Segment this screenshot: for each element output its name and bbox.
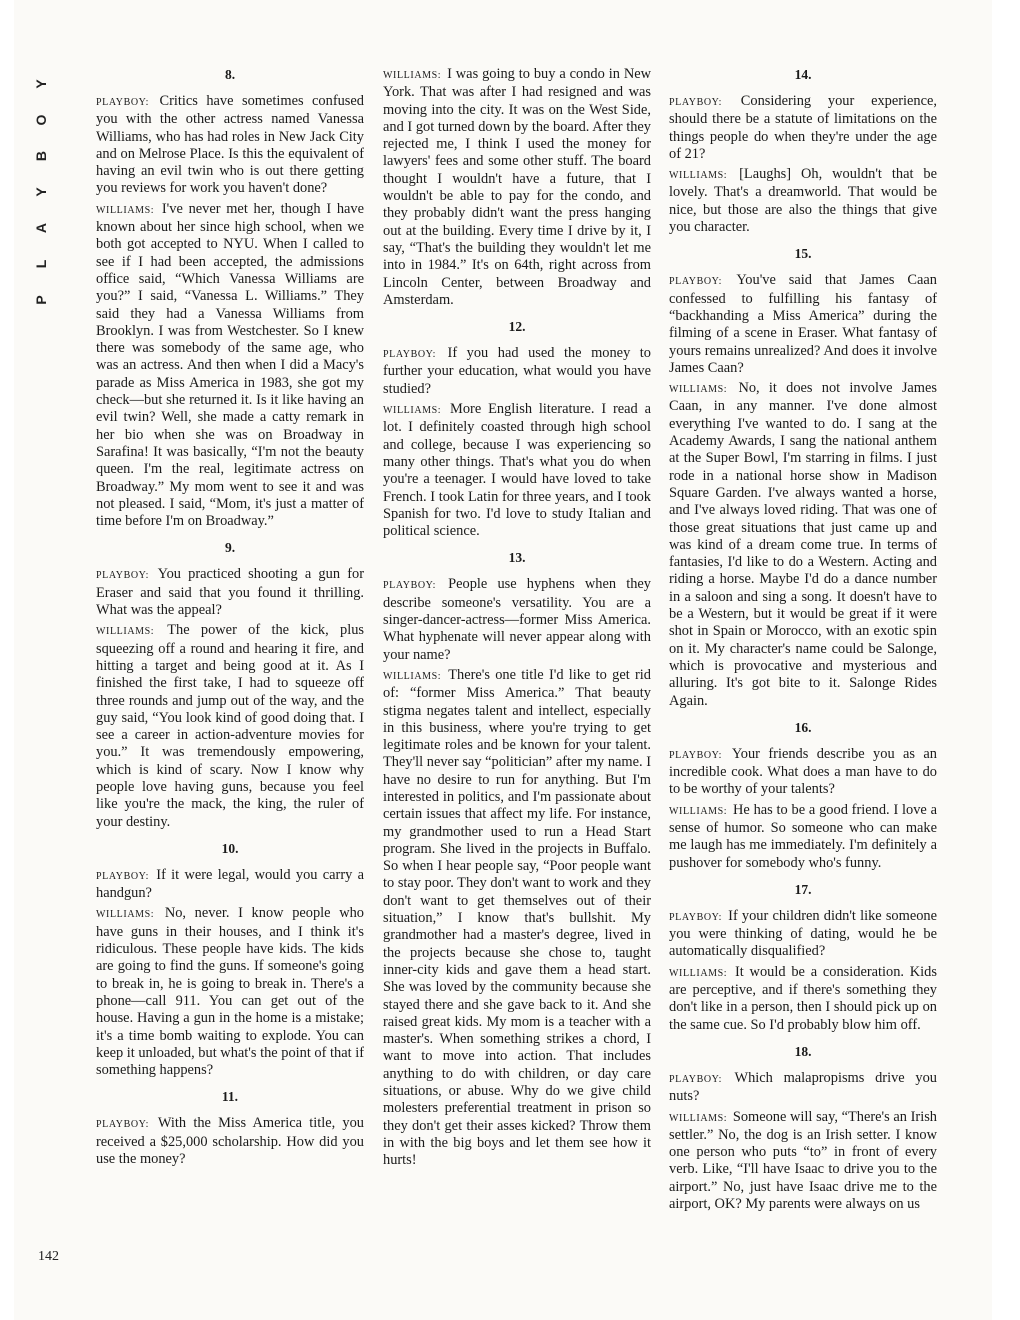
question-block xyxy=(96,539,364,830)
answer-paragraph xyxy=(669,380,937,710)
question-paragraph xyxy=(96,1115,364,1168)
paragraph-text: The power of the kick, plus squeezing off a round and hearing it fire, and hitting a target and being good at it. As I finished the first take, I had to squeeze off three rounds and jump out of the way, and the guy said, “You look kind of good doing that. I see a career in action-adventure movies for you.” It was tremendously empowering, which is kind of scary. Now I know why people love having guns, because you feel like you're the mack, the king, the ruler of your destiny. xyxy=(96,622,364,830)
paragraph-text: No, it does not involve James Caan, in any manner. I've done almost everything I've wanted to do. I sang at the Academy Awards, I sang the national anthem at the Super Bowl, I'm starring in films. I just rode in a national horse show in Madison Square Garden. I've always wanted a horse, and I've always loved riding. That was one of those great situations that just came up and was kind of a dream come true. In terms of fantasies, I'd like to do a Western. Acting and riding a horse. Maybe I'd do a dance number in a saloon and sing a song. It doesn't have to be a Western, but it would be great if it were shot in Spain or Morocco, with an exotic spin on it. My character's name could be Salonge, which is provocative and mysterious and alluring. It's got bite to it. Salonge Rides Again. xyxy=(669,380,937,709)
masthead-letter: P xyxy=(33,295,49,305)
speaker-label: PLAYBOY: xyxy=(383,580,436,592)
paragraph-text: If your children didn't like someone you were thinking of dating, would he be automatically disqualified? xyxy=(669,907,937,960)
page-number: 142 xyxy=(38,1249,59,1264)
question-paragraph xyxy=(383,576,651,663)
question-block xyxy=(669,719,937,872)
answer-paragraph xyxy=(96,622,364,831)
speaker-label: WILLIAMS: xyxy=(669,170,728,182)
question-block xyxy=(383,549,651,1169)
speaker-label: PLAYBOY: xyxy=(96,97,149,108)
paragraph-text: With the Miss America title, you received a $25,000 scholarship. How did you use the money? xyxy=(96,1115,364,1168)
question-block xyxy=(669,245,937,709)
answer-paragraph xyxy=(96,905,364,1079)
paragraph-text: He has to be a good friend. I love a sense of humor. So someone who can make me laugh has me immediately. I'm definitely a pushover for somebody who's funny. xyxy=(669,801,937,871)
paragraph-text: You practiced shooting a gun for Eraser and said that you found it thrilling. What was the appeal? xyxy=(96,566,364,619)
question-number: 8. xyxy=(224,67,236,82)
answer-paragraph xyxy=(383,667,651,1170)
speaker-label: PLAYBOY: xyxy=(669,97,722,108)
speaker-label: WILLIAMS: xyxy=(383,70,442,81)
question-number: 18. xyxy=(794,1043,812,1059)
question-block xyxy=(383,66,651,309)
question-number: 15. xyxy=(794,246,812,262)
speaker-label: WILLIAMS: xyxy=(669,967,728,979)
question-number: 13. xyxy=(508,550,526,566)
question-number: 10. xyxy=(221,840,239,856)
text-column-2 xyxy=(383,66,651,1276)
question-paragraph xyxy=(669,93,937,163)
question-number: 11. xyxy=(221,1089,239,1105)
masthead-letter: A xyxy=(33,222,49,234)
question-number: 9. xyxy=(224,540,236,556)
question-paragraph xyxy=(96,93,364,198)
masthead-letter: O xyxy=(33,114,49,126)
masthead-letter: B xyxy=(33,150,49,162)
paragraph-text: Your friends describe you as an incredible cook. What does a man have to do to be worthy of your talents? xyxy=(669,745,937,798)
speaker-label: PLAYBOY: xyxy=(96,1119,149,1131)
speaker-label: WILLIAMS: xyxy=(96,204,155,216)
answer-paragraph xyxy=(96,201,364,531)
question-block xyxy=(383,318,651,540)
paragraph-text: Critics have sometimes confused you with the other actress named Vanessa Williams, who has had roles in New Jack City and on Melrose Place. Is this the equivalent of having an evil twin who is out there getting you reviews for work you haven't done? xyxy=(96,93,364,197)
paragraph-text: There's one title I'd like to get rid of: “former Miss America.” That beauty stigma negates talent and intellect, especially in this business, where you're trying to get legitimate roles and be known for your talent. They'll never say “politician” after my name. I have no desire to run for anything. But I'm interested in politics, and I'm passionate about certain issues that affect my life. For instance, my grandmother used to run a Head Start program. She lived in the projects in Buffalo. So when I hear people say, “Poor people want to stay poor. They don't want to work and they don't want to get themselves out of their situation,” I know that's bullshit. My grandmother had a master's degree, lived in the projects because she chose to, taught inner-city kids and gave them a head start. She was loved by the community because she stayed there and she gave back to it. And she raised great kids. My mom is a teacher with a master's. When something strikes a chord, I want to move into action. That includes anything to do with children, or day care situations, or abuse. Why do we give child molesters preferential treatment in prison so they don't get their asses kicked? Throw them in with the big boys and let them see how it hurts! xyxy=(383,666,651,1169)
question-paragraph xyxy=(96,566,364,619)
speaker-label: WILLIAMS: xyxy=(669,805,728,817)
question-paragraph xyxy=(383,345,651,398)
paragraph-text: I was going to buy a condo in New York. That was after I had resigned and was moving into the city. It was on the West Side, and I got turned down by the board. After they rejected me, I think I used the money for lawyers' fees and some other stuff. The board thought I wouldn't have a future, that I wouldn't be able to pay for the condo, and they probably didn't want the press hanging out at the building. Every time I drive by it, I say, “That's the building they wouldn't let me into in 1984.” It's on 64th, right across from Lincoln Center, between Broadway and Amsterdam. xyxy=(383,66,651,308)
answer-paragraph xyxy=(383,66,651,309)
paragraph-text: People use hyphens when they describe someone's versatility. You are a singer-dancer-actress—former Miss America. What hyphenate will never appear along with your name? xyxy=(383,576,651,663)
text-column-3 xyxy=(669,66,937,1276)
question-block xyxy=(669,881,937,1034)
speaker-label: PLAYBOY: xyxy=(669,1073,722,1085)
answer-paragraph xyxy=(669,964,937,1034)
question-number: 17. xyxy=(794,881,812,897)
paragraph-text: Someone will say, “There's an Irish settler.” No, the dog is an Irish setter. I know one person who puts “to” in front of every verb. Like, “I'll have Isaac to drive you to the airport.” No, just have Isaac drive me to the airport, OK? My parents were always on us xyxy=(669,1108,937,1213)
speaker-label: WILLIAMS: xyxy=(669,384,728,396)
speaker-label: PLAYBOY: xyxy=(669,749,722,761)
question-paragraph xyxy=(669,272,937,377)
answer-paragraph xyxy=(669,1109,937,1214)
paragraph-text: No, never. I know people who have guns in their houses, and I think it's ridiculous. These people have kids. The kids are going to find the guns. If someone's going to break in, he is going to break in. There's a phone—call 911. You can get out of the house. Having a gun in the home is a mistake; it's a time bomb waiting to explode. You can keep it unloaded, but what's the point of that if something happens? xyxy=(96,905,364,1079)
question-block xyxy=(96,66,364,530)
paragraph-text: [Laughs] Oh, wouldn't that be lovely. That's a dreamworld. That would be nice, but those are also the things that give you character. xyxy=(669,166,937,236)
speaker-label: PLAYBOY: xyxy=(669,276,722,288)
paragraph-text: You've said that James Caan confessed to fulfilling his fantasy of “backhanding a Miss America” during the filming of a scene in Eraser. What fantasy of yours remains unrealized? And does it involve James Caan? xyxy=(669,272,937,376)
masthead-letter: Y xyxy=(33,187,49,197)
paragraph-text: I've never met her, though I have known about her since high school, when we both got accepted to NYU. When I called to see if I had been accepted, the admissions office said, “Which Vanessa Williams are you?” I said, “Vanessa L. Williams.” They said they had a Vanessa Williams from Brooklyn. I was from Westchester. So I knew there was somebody of the same age, who was an actress. And then when I did a Macy's parade as Miss America in 1983, she got my check—but she returned it. Is it like having an evil twin? Well, she made a catty remark in her bio when she was on Broadway in Sarafina! It was basically, “I'm not the beauty queen. I'm the real, legitimate actress on Broadway.” My mom went to see it and was not pleased. I said, “Mom, it's just a matter of time before I'm on Broadway.” xyxy=(96,200,364,530)
paragraph-text: More English literature. I read a lot. I definitely coasted through high school and college, because I was experiencing so many other things. That's what you do when you're a teenager. I would have loved to take French. I took Latin for three years, and I took Spanish for two. I'd love to study Italian and political science. xyxy=(383,401,651,540)
question-block xyxy=(96,1088,364,1168)
question-block xyxy=(669,1043,937,1213)
question-block xyxy=(669,66,937,236)
answer-paragraph xyxy=(669,802,937,872)
question-paragraph xyxy=(669,746,937,799)
answer-paragraph xyxy=(669,166,937,236)
question-number: 16. xyxy=(794,719,812,735)
speaker-label: PLAYBOY: xyxy=(383,349,436,361)
question-paragraph xyxy=(669,908,937,961)
masthead-vertical xyxy=(30,66,52,326)
text-column-1 xyxy=(96,66,364,1276)
paragraph-text: Considering your experience, should there be a statute of limitations on the things people do when they're under the age of 21? xyxy=(669,93,937,162)
question-paragraph xyxy=(669,1070,937,1106)
masthead-letter: L xyxy=(33,259,49,269)
speaker-label: WILLIAMS: xyxy=(383,670,442,682)
speaker-label: PLAYBOY: xyxy=(96,570,149,582)
paragraph-text: It would be a consideration. Kids are perceptive, and if there's something they don't like in a person, then I should pick up on the same cue. So I'd probably blow him off. xyxy=(669,963,937,1033)
paragraph-text: If it were legal, would you carry a handgun? xyxy=(96,866,364,902)
question-number: 12. xyxy=(508,319,526,335)
question-block xyxy=(96,840,364,1080)
answer-paragraph xyxy=(383,401,651,540)
paragraph-text: Which malapropisms drive you nuts? xyxy=(669,1069,937,1105)
speaker-label: PLAYBOY: xyxy=(669,911,722,923)
paragraph-text: If you had used the money to further your education, what would you have studied? xyxy=(383,345,651,397)
speaker-label: WILLIAMS: xyxy=(669,1112,728,1124)
masthead-letter: Y xyxy=(33,79,49,89)
speaker-label: PLAYBOY: xyxy=(96,870,149,882)
question-number: 14. xyxy=(794,67,812,82)
speaker-label: WILLIAMS: xyxy=(383,405,442,417)
question-paragraph xyxy=(96,867,364,903)
speaker-label: WILLIAMS: xyxy=(96,909,155,921)
speaker-label: WILLIAMS: xyxy=(96,626,155,638)
